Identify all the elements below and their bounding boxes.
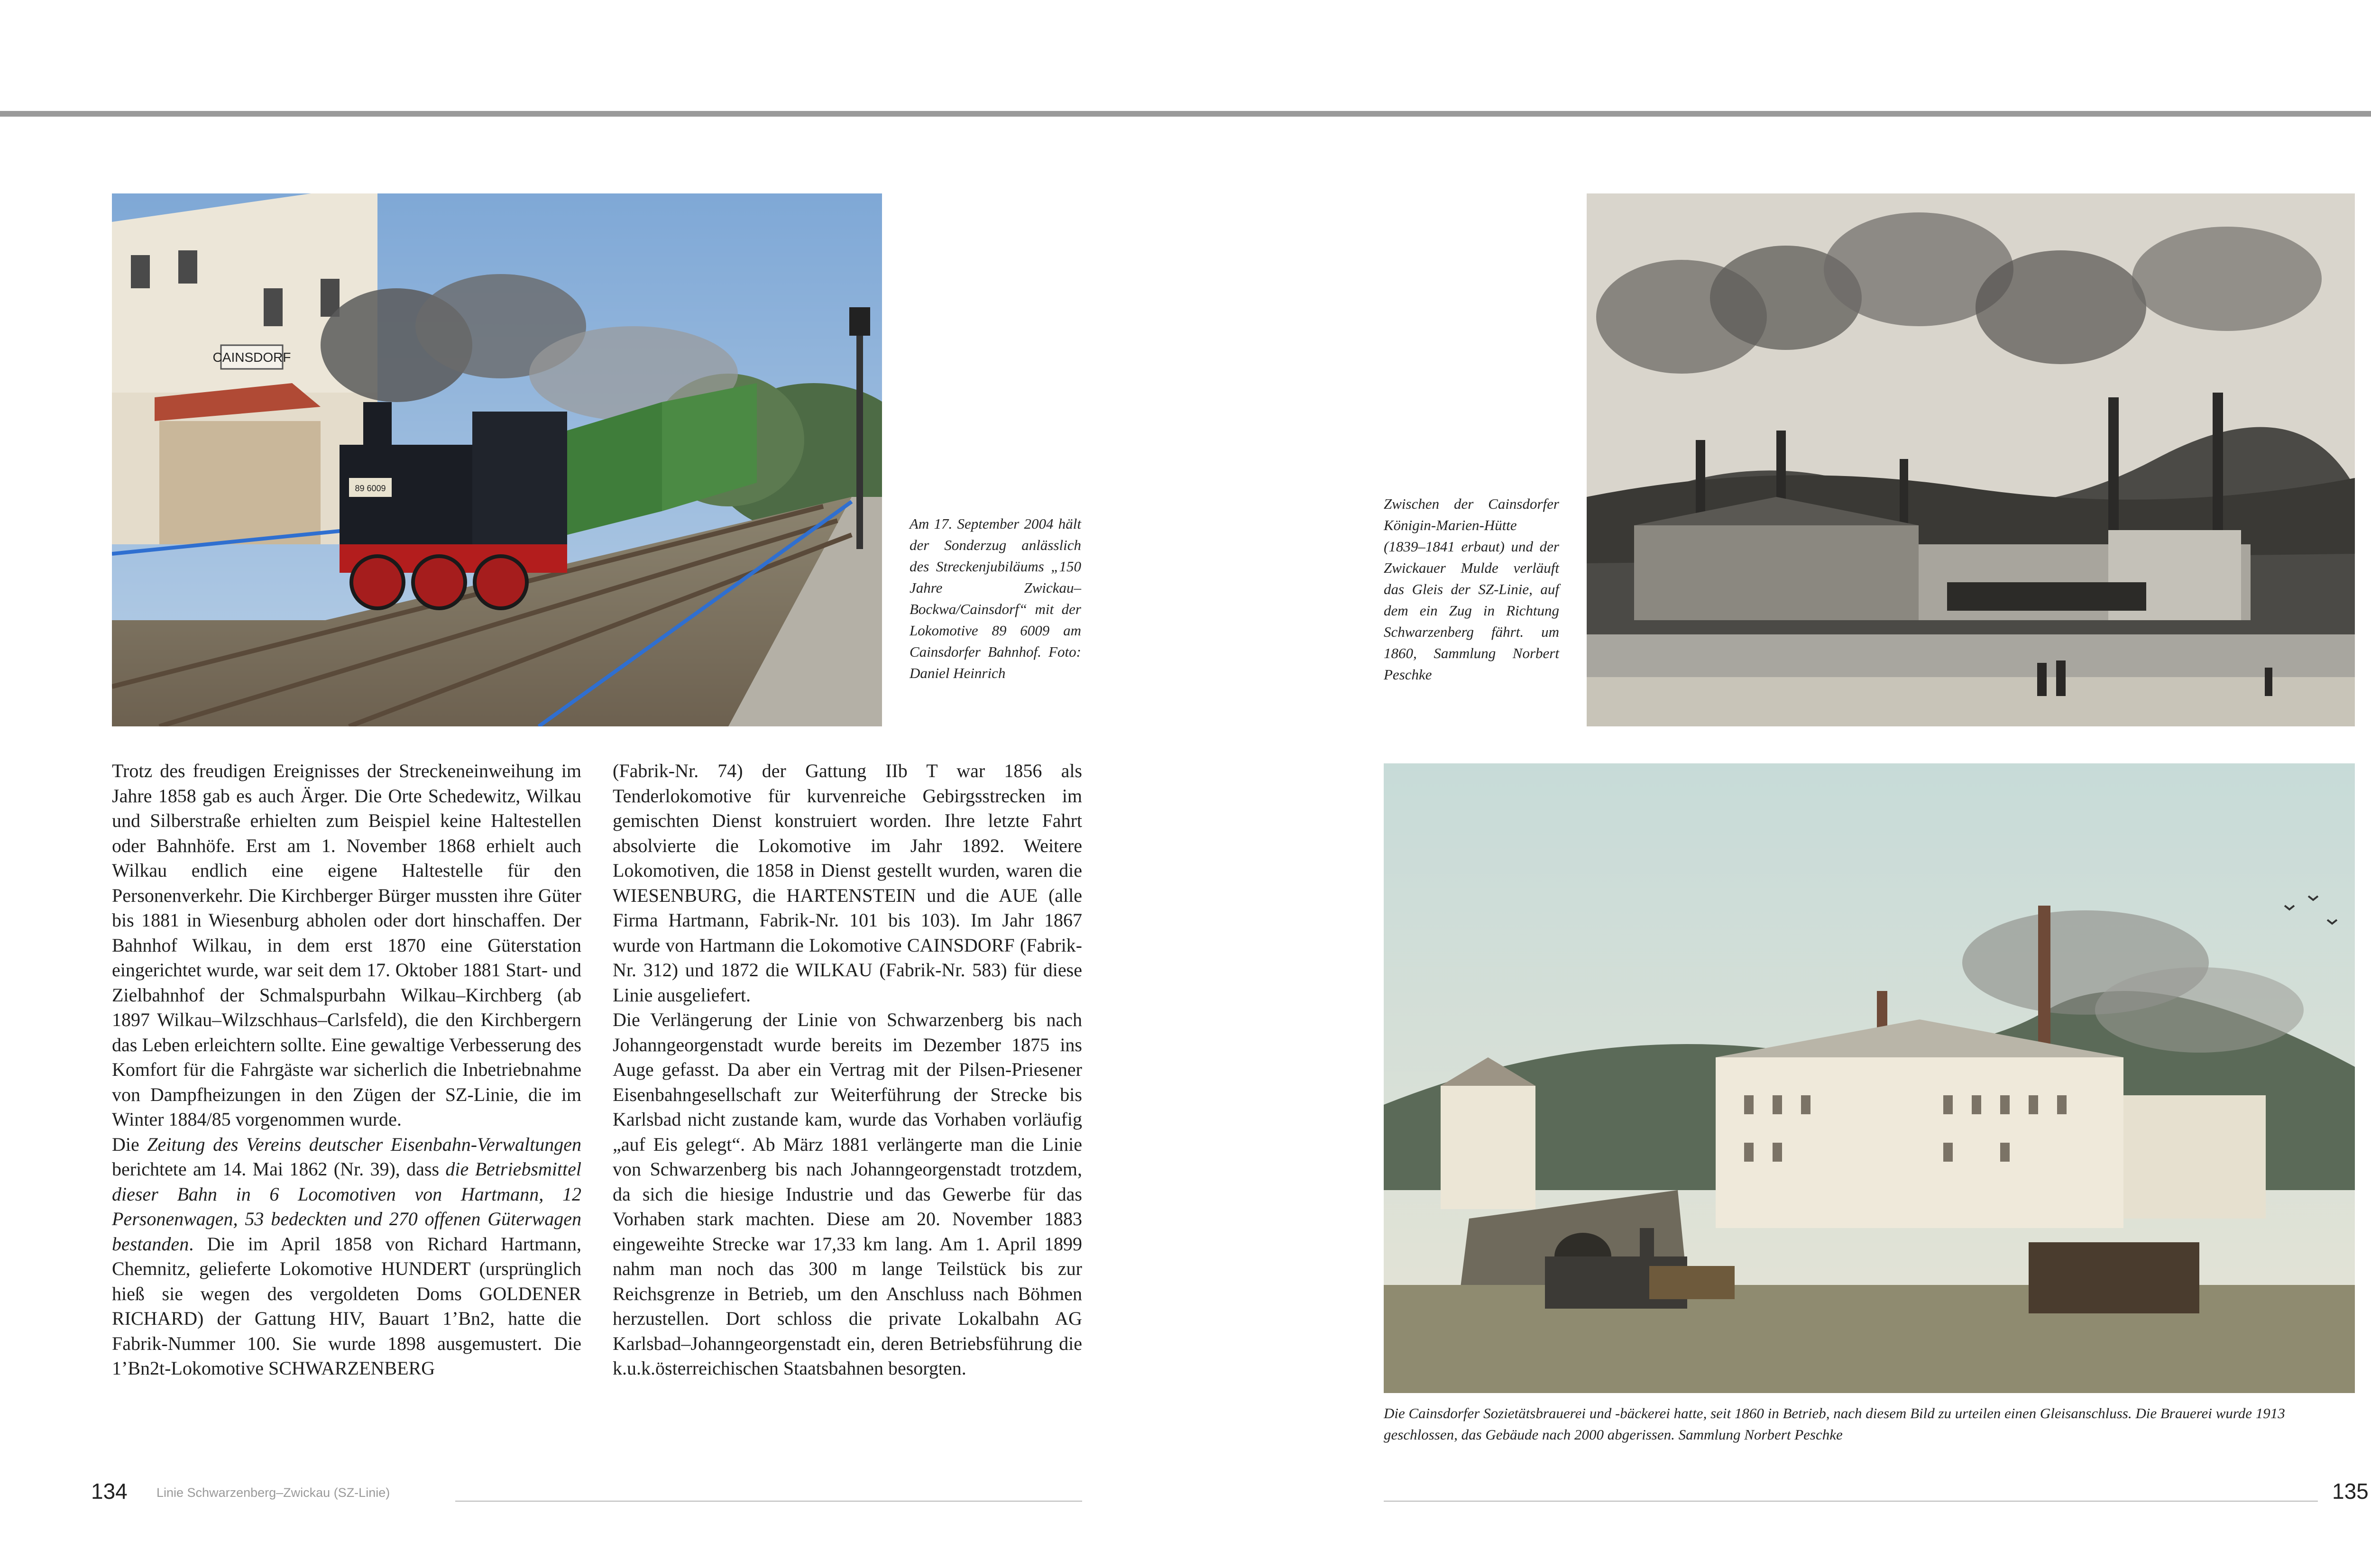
footer-line-left <box>455 1501 1082 1502</box>
loco-plate-text: 89 6009 <box>355 484 386 493</box>
running-title: Linie Schwarzenberg–Zwickau (SZ-Linie) <box>156 1485 390 1500</box>
lithograph-koenigin-marien-huette <box>1587 193 2355 726</box>
body-column-2 <box>613 759 1082 1381</box>
lithograph-sozietaetsbrauerei <box>1384 763 2355 1393</box>
body-column-1 <box>112 759 581 1381</box>
photo-sonderzug-cainsdorf <box>112 193 882 726</box>
station-sign-text: CAINSDORF <box>212 350 291 365</box>
photo-caption-sonderzug: Am 17. September 2004 hält der Sonderzug anlässlich des Streckenjubiläums „150 Jahre Zwickau–Bockwa/Cainsdorf“ mit der Lokomotive 89 6009 am Cainsdorfer Bahnhof. Foto: Daniel Heinrich <box>910 515 1081 681</box>
journal-title: Zeitung des Vereins deutscher Eisenbahn-Verwaltungen <box>147 1133 581 1155</box>
body-paragraph: Die Verlängerung der Linie von Schwarzenberg bis nach Johanngeorgenstadt wurde bereits im Dezember 1875 ins Auge gefasst. Da aber ein Vertrag mit der Pilsen-Priesener Eisenbahngesellschaft zur Weiterführung der Strecke bis Karlsbad nicht zustande kam, wurde das Vorhaben vorläufig „auf Eis gelegt“. Ab März 1881 verlängerte man die Linie von Schwarzenberg bis nach Johanngeorgenstadt trotzdem, da sich die hiesige Industrie und das Gewerbe für das Vorhaben stark machten. Diese am 20. November 1883 eingeweihte Strecke war 17,33 km lang. Am 1. April 1899 nahm man noch das 300 m lange Teilstück bis zur Reichsgrenze in Betrieb, um den Anschluss nach Böhmen herzustellen. Dort schloss die private Lokalbahn AG Karlsbad–Johanngeorgenstadt ein, deren Betriebsführung die k.u.k.österreichischen Staatsbahnen besorgten. <box>613 1009 1082 1379</box>
body-paragraph: (Fabrik-Nr. 74) der Gattung IIb T war 1856 als Tenderlokomotive für kurvenreiche Gebirgsstrecken im gemischten Dienst konstruiert worden. Ihre letzte Fahrt absolvierte die Lokomotive im Jahr 1892. Weitere Lokomotiven, die 1858 in Dienst gestellt wurden, waren die WIESENBURG, die HARTENSTEIN und die AUE (alle Firma Hartmann, Fabrik-Nr. 101 bis 103). Im Jahr 1867 wurde von Hartmann die Lokomotive CAINSDORF (Fabrik-Nr. 312) und 1872 die WILKAU (Fabrik-Nr. 583) für diese Linie ausgeliefert. <box>613 760 1082 1006</box>
page-number-left: 134 <box>91 1479 128 1504</box>
photo-caption-brauerei: Die Cainsdorfer Sozietätsbrauerei und -bäckerei hatte, seit 1860 in Betrieb, nach diesem Bild zu urteilen einen Gleisanschluss. Die Brauerei wurde 1913 geschlossen, das Gebäude nach 2000 abgerissen. Sammlung Norbert Peschke <box>1384 1405 2285 1443</box>
body-paragraph: Die Zeitung des Vereins deutscher Eisenbahn-Verwaltungen berichtete am 14. Mai 1862 (Nr. 39), dass die Betriebsmittel dieser Bahn in 6 Locomotiven von Hartmann, 12 Personenwagen, 53 bedeckten und 270 offenen Güterwagen bestanden. Die im April 1858 von Richard Hartmann, Chemnitz, gelieferte Lokomotive HUNDERT (ursprünglich hieß sie wegen des vergoldeten Doms GOLDENER RICHARD) der Gattung HIV, Bauart 1’Bn2, hatte die Fabrik-Nummer 100. Sie wurde 1898 ausgemustert. Die 1’Bn2t-Lokomotive SCHWARZENBERG <box>112 1133 581 1379</box>
page-number-right: 135 <box>2332 1479 2369 1504</box>
top-rule <box>0 111 2371 117</box>
photo-caption-huette: Zwischen der Cainsdorfer Königin-Marien-Hütte (1839–1841 erbaut) und der Zwickauer Mulde verläuft das Gleis der SZ-Linie, auf dem ein Zug in Richtung Schwarzenberg fährt. um 1860, Sammlung Norbert Peschke <box>1384 495 1559 683</box>
body-paragraph: Trotz des freudigen Ereignisses der Streckeneinweihung im Jahre 1858 gab es auch Ärger. Die Orte Schedewitz, Wilkau und Silberstraße erhielten zum Beispiel keine Haltestellen oder Bahnhöfe. Erst am 1. November 1868 erhielt auch Wilkau endlich eine eigene Haltestelle für den Personenverkehr. Die Kirchberger Bürger mussten ihre Güter bis 1881 in Wiesenburg abholen oder dort hinschaffen. Der Bahnhof Wilkau, in dem erst 1870 eine Güterstation eingerichtet wurde, war seit dem 17. Oktober 1881 Start- und Zielbahnhof der Schmalspurbahn Wilkau–Kirchberg (ab 1897 Wilkau–Wilzschhaus–Carlsfeld), die den Kirchbergern das Leben erleichtern sollte. Eine gewaltige Verbesserung des Komfort für die Fahrgäste war sicherlich die Inbetriebnahme von Dampfheizungen in den Zügen der SZ-Linie, die im Winter 1884/85 vorgenommen wurde. <box>112 760 581 1130</box>
quoted-text: die Betriebsmittel dieser Bahn in 6 Locomotiven von Hartmann, 12 Personenwagen, 53 bedeckten und 270 offenen Güterwagen bestanden <box>112 1158 581 1255</box>
footer-line-right <box>1384 1501 2318 1502</box>
